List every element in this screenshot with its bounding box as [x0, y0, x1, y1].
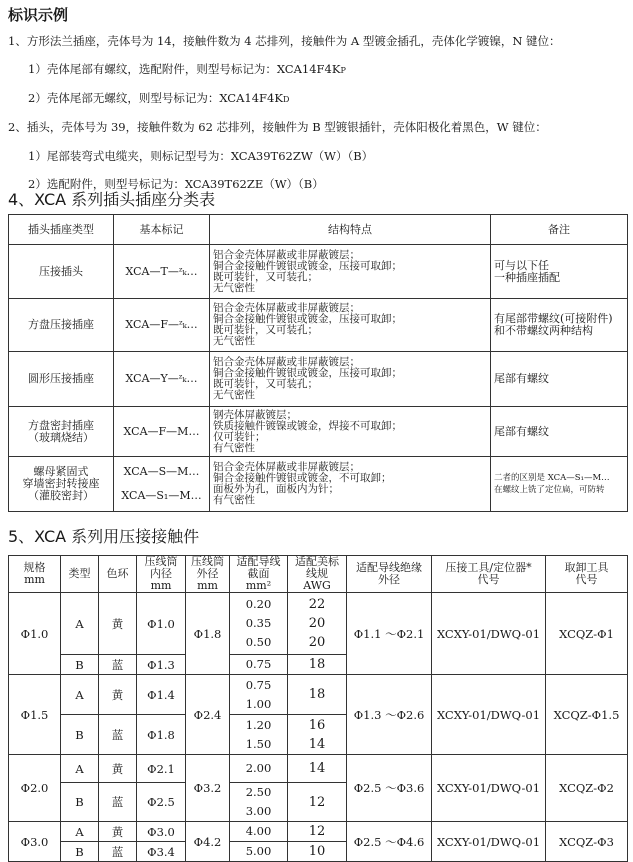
crimp-tool: XCXY-01/DWQ-01 — [432, 822, 546, 862]
column-header: 压线筒 外径 mm — [186, 556, 230, 593]
table-row — [9, 299, 628, 352]
insulation-diameter: Φ2.5 ～Φ3.6 — [347, 755, 432, 822]
table-header — [9, 215, 628, 245]
connector-type: 方盘压接插座 — [9, 299, 114, 352]
awg — [288, 822, 347, 842]
color-ring: 蓝 — [99, 842, 137, 862]
inner-diameter: Φ1.4 — [137, 675, 186, 715]
crimp-tool: XCXY-01/DWQ-01 — [432, 675, 546, 755]
feature-line: 无气密性 — [213, 389, 255, 401]
feature-line: 既可装针，又可装孔； — [213, 324, 318, 336]
basic-mark: XCA—T—ᶻₖ… — [114, 245, 210, 299]
value: 3.00 — [245, 804, 272, 818]
crimp-tool: XCXY-01/DWQ-01 — [432, 593, 546, 675]
suffix: P — [340, 66, 346, 75]
value: 0.75 — [245, 677, 272, 692]
wire-section — [230, 593, 288, 655]
basic-mark: XCA—S—M… XCA—S₁—M… — [114, 457, 210, 512]
features — [210, 407, 491, 457]
note: 尾部有螺纹 — [491, 352, 628, 407]
feature-line: 铜合金接触件镀银或镀金，压接可取卸； — [213, 259, 402, 272]
awg — [288, 842, 347, 862]
feature-line: 铝合金壳体屏蔽或非屏蔽镀层； — [213, 248, 360, 261]
spec: Φ3.0 — [9, 822, 61, 862]
feature-line: 有气密性 — [213, 441, 255, 454]
column-header: 适配美标 线规 AWG — [288, 556, 347, 593]
spec: Φ1.5 — [9, 675, 61, 755]
column-header: 插头插座类型 — [9, 215, 114, 245]
value: 12 — [308, 824, 326, 839]
type: A — [61, 593, 99, 655]
wire-section — [230, 715, 288, 755]
color-ring: 黄 — [99, 755, 137, 783]
value: 18 — [308, 657, 326, 672]
feature-line: 有气密性 — [213, 494, 255, 506]
awg — [288, 655, 347, 675]
value: 5.00 — [245, 844, 272, 858]
outer-diameter: Φ4.2 — [186, 822, 230, 862]
table-row — [9, 352, 628, 407]
example-1-2 — [28, 90, 289, 106]
basic-mark: XCA—F—M… — [114, 407, 210, 457]
inner-diameter: Φ1.3 — [137, 655, 186, 675]
connector-type: 方盘密封插座 （玻璃烧结） — [9, 407, 114, 457]
removal-tool: XCQZ-Φ3 — [546, 822, 628, 862]
wire-section — [230, 655, 288, 675]
classification-table — [8, 214, 628, 512]
removal-tool: XCQZ-Φ1 — [546, 593, 628, 675]
feature-line: 无气密性 — [213, 335, 255, 347]
value: 22 — [308, 597, 326, 612]
column-header: 取卸工具 代号 — [546, 556, 628, 593]
column-header: 压线筒 内径 mm — [137, 556, 186, 593]
type: B — [61, 655, 99, 675]
spec: Φ2.0 — [9, 755, 61, 822]
column-header: 类型 — [61, 556, 99, 593]
feature-line: 无气密性 — [213, 281, 255, 294]
inner-diameter: Φ1.0 — [137, 593, 186, 655]
connector-type: 压接插头 — [9, 245, 114, 299]
table-row — [9, 593, 628, 655]
feature-line: 铜合金接触件镀银或镀金，不可取卸； — [213, 472, 392, 484]
inner-diameter: Φ1.8 — [137, 715, 186, 755]
type: B — [61, 715, 99, 755]
awg — [288, 593, 347, 655]
insulation-diameter: Φ2.5 ～Φ4.6 — [347, 822, 432, 862]
text: 1）壳体尾部有螺纹，选配附件，则型号标记为：XCA14F4K — [28, 62, 341, 76]
value: 0.75 — [245, 657, 272, 671]
type: A — [61, 822, 99, 842]
wire-section — [230, 675, 288, 715]
features — [210, 352, 491, 407]
feature-line: 钢壳体屏蔽镀层； — [213, 408, 297, 421]
feature-line: 铝合金壳体屏蔽或非屏蔽镀层； — [213, 356, 360, 368]
note: 二者的区别是 XCA—S₁—M… 在螺纹上铣了定位扁，可防转 — [491, 457, 628, 512]
value: 0.35 — [245, 616, 272, 630]
feature-line: 铝合金壳体屏蔽或非屏蔽镀层； — [213, 461, 360, 473]
value: 0.20 — [245, 597, 272, 611]
table-header — [9, 556, 628, 593]
value: 1.00 — [245, 696, 272, 711]
feature-line: 既可装针，又可装孔； — [213, 378, 318, 390]
section-title-examples: 标识示例 — [8, 6, 69, 24]
inner-diameter: Φ3.4 — [137, 842, 186, 862]
features — [210, 299, 491, 352]
column-header: 备注 — [491, 215, 628, 245]
awg — [288, 675, 347, 715]
column-header: 压接工具/定位器* 代号 — [432, 556, 546, 593]
connector-type: 螺母紧固式 穿墙密封转接座 （灌胶密封） — [9, 457, 114, 512]
column-header: 基本标记 — [114, 215, 210, 245]
column-header: 适配导线 截面 mm² — [230, 556, 288, 593]
feature-line: 既可装针，又可装孔； — [213, 270, 318, 283]
basic-mark: XCA—Y—ᶻₖ… — [114, 352, 210, 407]
color-ring: 蓝 — [99, 715, 137, 755]
example-1-1 — [28, 61, 346, 77]
outer-diameter: Φ2.4 — [186, 675, 230, 755]
value: 2.50 — [245, 785, 272, 799]
outer-diameter: Φ1.8 — [186, 593, 230, 675]
feature-line: 仅可装针； — [213, 430, 266, 443]
example-1: 1、方形法兰插座，壳体号为 14，接触件数为 4 芯排列，接触件为 A 型镀金插孔，壳体化学镀镍，N 键位： — [8, 34, 561, 48]
value: 20 — [308, 635, 326, 650]
value: 18 — [308, 687, 326, 702]
value: 0.50 — [245, 635, 272, 649]
color-ring: 黄 — [99, 593, 137, 655]
feature-line: 铜合金接触件镀银或镀金，压接可取卸； — [213, 313, 402, 325]
awg — [288, 755, 347, 783]
table-row — [9, 675, 628, 715]
section-title-table5: 5、XCA 系列用压接接触件 — [8, 527, 200, 546]
type: B — [61, 783, 99, 822]
wire-section — [230, 783, 288, 822]
outer-diameter: Φ3.2 — [186, 755, 230, 822]
removal-tool: XCQZ-Φ2 — [546, 755, 628, 822]
feature-line: 铝合金壳体屏蔽或非屏蔽镀层； — [213, 302, 360, 314]
connector-type: 圆形压接插座 — [9, 352, 114, 407]
value: 4.00 — [245, 824, 272, 838]
text: 2）壳体尾部无螺纹，则型号标记为：XCA14F4K — [28, 91, 283, 105]
note: 有尾部带螺纹(可接附件) 和不带螺纹两种结构 — [491, 299, 628, 352]
color-ring: 黄 — [99, 675, 137, 715]
features — [210, 245, 491, 299]
value: 2.00 — [245, 761, 272, 775]
example-2-1: 1）尾部装弯式电缆夹，则标记型号为：XCA39T62ZW（W）（B） — [28, 149, 374, 163]
type: A — [61, 755, 99, 783]
type: B — [61, 842, 99, 862]
basic-mark: XCA—F—ᶻₖ… — [114, 299, 210, 352]
contact-table — [8, 555, 628, 862]
color-ring: 黄 — [99, 822, 137, 842]
value: 16 — [308, 717, 326, 733]
feature-line: 铜合金接触件镀银或镀金，压接可取卸； — [213, 367, 402, 379]
table-row — [9, 245, 628, 299]
feature-line: 面板外为孔，面板内为针； — [213, 483, 339, 495]
value: 14 — [308, 761, 326, 776]
type: A — [61, 675, 99, 715]
insulation-diameter: Φ1.3 ～Φ2.6 — [347, 675, 432, 755]
inner-diameter: Φ2.5 — [137, 783, 186, 822]
table-row — [9, 457, 628, 512]
table-row — [9, 822, 628, 842]
value: 12 — [308, 794, 326, 810]
color-ring: 蓝 — [99, 783, 137, 822]
example-2-2: 2）选配附件，则型号标记为：XCA39T62ZE（W）（B） — [28, 177, 324, 191]
column-header: 色环 — [99, 556, 137, 593]
inner-diameter: Φ3.0 — [137, 822, 186, 842]
value: 20 — [308, 616, 326, 631]
insulation-diameter: Φ1.1 ～Φ2.1 — [347, 593, 432, 675]
wire-section — [230, 755, 288, 783]
column-header: 结构特点 — [210, 215, 491, 245]
features — [210, 457, 491, 512]
section-title-table4: 4、XCA 系列插头插座分类表 — [8, 190, 216, 209]
spec: Φ1.0 — [9, 593, 61, 675]
note: 尾部有螺纹 — [491, 407, 628, 457]
column-header: 规格 mm — [9, 556, 61, 593]
value: 1.20 — [245, 717, 272, 732]
example-2: 2、插头，壳体号为 39，接触件数为 62 芯排列，接触件为 B 型镀银插针，壳体阳极化着黑色，W 键位： — [8, 120, 547, 134]
color-ring: 蓝 — [99, 655, 137, 675]
removal-tool: XCQZ-Φ1.5 — [546, 675, 628, 755]
feature-line: 铁质接触件镀镍或镀金，焊接不可取卸； — [213, 419, 402, 432]
table-row — [9, 755, 628, 783]
crimp-tool: XCXY-01/DWQ-01 — [432, 755, 546, 822]
value: 10 — [308, 844, 326, 859]
awg — [288, 783, 347, 822]
table-row — [9, 407, 628, 457]
awg — [288, 715, 347, 755]
suffix: D — [282, 95, 290, 104]
inner-diameter: Φ2.1 — [137, 755, 186, 783]
note: 可与以下任 一种插座插配 — [491, 245, 628, 299]
wire-section — [230, 822, 288, 842]
value: 1.50 — [245, 736, 272, 751]
column-header: 适配导线绝缘 外径 — [347, 556, 432, 593]
wire-section — [230, 842, 288, 862]
value: 14 — [308, 736, 326, 752]
